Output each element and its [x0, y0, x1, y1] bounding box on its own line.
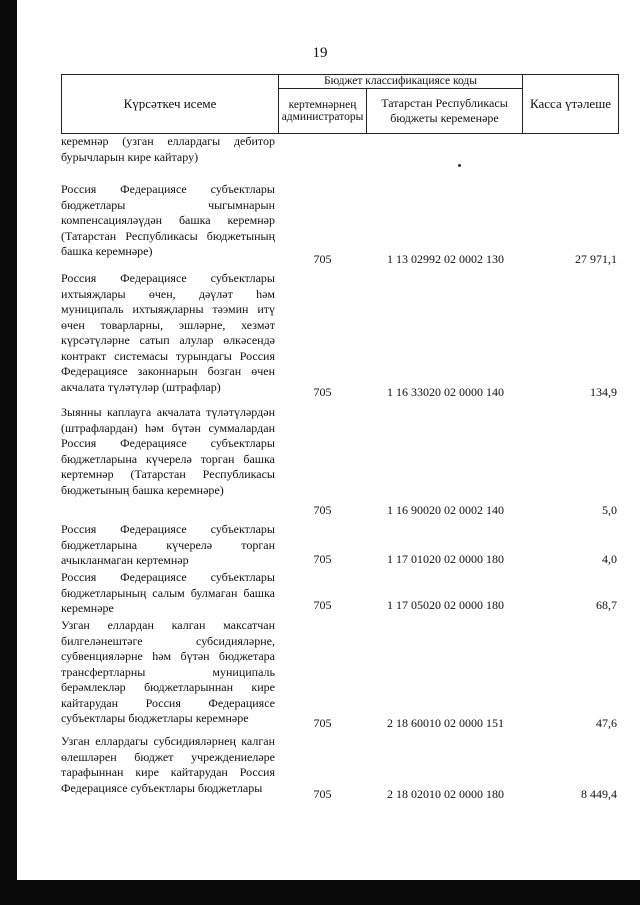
table-row	[61, 271, 621, 401]
scan-edge-bottom	[0, 880, 640, 905]
row-amount: 47,6	[596, 716, 617, 730]
row-code: 1 17 05020 02 0000 180	[387, 598, 504, 612]
table-row	[61, 570, 621, 615]
row-name: Узган еллардагы субсидияләрнең калган өлешләрен бюджет учреждениеләре тарафыннан кире кайтарудан Россия Федерациясе субъектлары бюджетлары	[61, 734, 275, 795]
header-revenue-administrators: кертемнәрнең администраторы	[278, 88, 367, 134]
row-name: керемнәр (узган еллардагы дебитор бурычларын кире кайтару)	[61, 134, 275, 164]
table-row	[61, 405, 621, 518]
row-code: 1 16 90020 02 0002 140	[387, 503, 504, 517]
row-admin: 705	[313, 552, 332, 566]
table-row	[61, 734, 621, 814]
row-code: 1 17 01020 02 0000 180	[387, 552, 504, 566]
row-code: 1 16 33020 02 0000 140	[387, 385, 504, 399]
row-code: 1 13 02992 02 0002 130	[387, 252, 504, 266]
row-name: Зыянны каплауга акчалата түләтүләрдән (штрафлардан) һәм бүтән суммалардан Россия Федерациясе субъектлары бюджетларына күчерелә торган башка кертемнәр (Татарстан Республикасы бюджетының башка керемнәре)	[61, 405, 275, 497]
row-code: 2 18 60010 02 0000 151	[387, 716, 504, 730]
scan-dot-mark	[458, 164, 461, 167]
row-amount: 27 971,1	[575, 252, 617, 266]
row-name: Россия Федерациясе субъектлары ихтыяҗлары өчен, дәүләт һәм муниципаль ихтыяҗларны тәэмин итү өчен товарларны, эшләрне, хезмәт күрсәтүләрне сатып алулар өлкәсендә контракт системасы турындагы Россия Федерациясе законнарын бозган өчен акчалата түләтүләр (штрафлар)	[61, 271, 275, 394]
row-amount: 5,0	[602, 503, 617, 517]
header-tatarstan-budget-revenues: Татарстан Республикасы бюджеты кеременәре	[366, 88, 523, 134]
row-name: Узган еллардан калган максатчан билгеләнештәге субсидияләрне, субвенцияләрне һәм бүтән бюджетара трансфертларны муниципаль берәмлекләр бюджетларыннан кире кайтарудан Россия Федерациясе субъектлары бюджетлары керемнәре	[61, 618, 275, 725]
row-admin: 705	[313, 787, 332, 801]
row-admin: 705	[313, 598, 332, 612]
row-code: 2 18 02010 02 0000 180	[387, 787, 504, 801]
row-amount: 4,0	[602, 552, 617, 566]
row-amount: 68,7	[596, 598, 617, 612]
row-admin: 705	[313, 385, 332, 399]
row-amount: 134,9	[590, 385, 617, 399]
row-admin: 705	[313, 716, 332, 730]
page-number: 19	[312, 45, 328, 61]
table-row	[61, 182, 621, 267]
table-row	[61, 618, 621, 731]
row-name: Россия Федерациясе субъектлары бюджетларының салым булмаган башка керемнәре	[61, 570, 275, 615]
header-budget-classification-codes: Бюджет классификациясе коды	[278, 74, 523, 89]
table-row	[61, 134, 621, 180]
header-indicator-name: Күрсәткеч исеме	[61, 74, 279, 134]
row-admin: 705	[313, 252, 332, 266]
row-name: Россия Федерациясе субъектлары бюджетларына күчерелә торган ачыкланмаган кертемнәр	[61, 522, 275, 567]
header-cash-execution: Касса үтәлеше	[522, 74, 619, 134]
row-name: Россия Федерациясе субъектлары бюджетлары чыгымнарын компенсацияләүдән башка керемнәр (Татарстан Республикасы бюджетының башка керемнәре)	[61, 182, 275, 258]
table-row	[61, 522, 621, 567]
row-admin: 705	[313, 503, 332, 517]
scan-edge-left	[0, 0, 17, 905]
row-amount: 8 449,4	[581, 787, 617, 801]
